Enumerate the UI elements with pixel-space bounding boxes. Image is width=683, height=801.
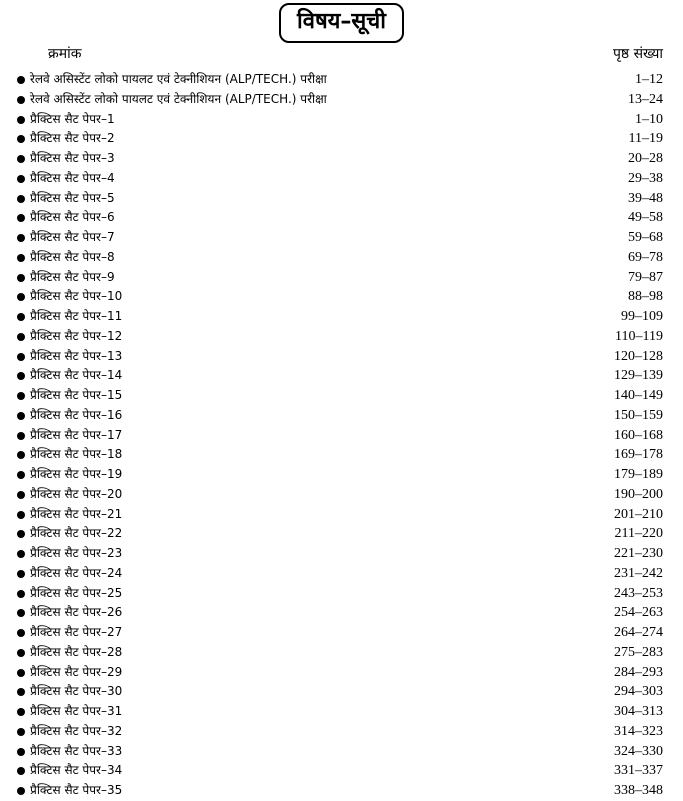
bullet-icon xyxy=(17,688,25,696)
toc-entry xyxy=(0,603,683,623)
toc-entry xyxy=(0,663,683,683)
toc-entry xyxy=(0,386,683,406)
toc-entry-title: प्रैक्टिस सैट पेपर–8 xyxy=(30,249,115,264)
bullet-icon xyxy=(17,708,25,716)
toc-entry-pages: 1–12 xyxy=(635,72,663,87)
toc-entry xyxy=(0,524,683,544)
toc-entry-title: प्रैक्टिस सैट पेपर–21 xyxy=(30,506,123,521)
toc-entry-pages: 190–200 xyxy=(614,486,663,502)
bullet-icon xyxy=(17,254,25,262)
toc-entry-pages: 179–189 xyxy=(614,467,663,482)
bullet-icon xyxy=(17,412,25,420)
bullet-icon xyxy=(17,491,25,499)
toc-entry-title: प्रैक्टिस सैट पेपर–5 xyxy=(30,190,115,205)
toc-entry-pages: 1–10 xyxy=(635,111,663,127)
toc-entry-title: प्रैक्टिस सैट पेपर–32 xyxy=(30,723,123,738)
toc-entry-title: प्रैक्टिस सैट पेपर–2 xyxy=(30,131,115,146)
title-container xyxy=(0,3,683,43)
bullet-icon xyxy=(17,451,25,459)
toc-entry xyxy=(0,781,683,801)
toc-entry xyxy=(0,742,683,762)
toc-entry-pages: 221–230 xyxy=(614,546,663,561)
toc-entry-title: प्रैक्टिस सैट पेपर–25 xyxy=(30,585,123,600)
toc-entry-pages: 201–210 xyxy=(614,506,663,522)
toc-entry xyxy=(0,228,683,248)
toc-entry-pages: 324–330 xyxy=(614,743,663,759)
toc-entry-title: प्रैक्टिस सैट पेपर–27 xyxy=(30,625,123,639)
toc-entry-pages: 294–303 xyxy=(614,684,663,700)
toc-entry-title: प्रैक्टिस सैट पेपर–22 xyxy=(30,526,123,541)
toc-entry-title: प्रैक्टिस सैट पेपर–1 xyxy=(30,111,115,126)
toc-entry xyxy=(0,327,683,347)
bullet-icon xyxy=(17,175,25,183)
toc-entry-title: प्रैक्टिस सैट पेपर–24 xyxy=(30,565,123,580)
bullet-icon xyxy=(17,372,25,380)
toc-entry xyxy=(0,129,683,149)
toc-entry xyxy=(0,564,683,584)
toc-entry-pages: 88–98 xyxy=(628,289,663,305)
bullet-icon xyxy=(17,471,25,479)
bullet-icon xyxy=(17,550,25,558)
toc-entry-pages: 69–78 xyxy=(628,249,663,265)
toc-entry-title: प्रैक्टिस सैट पेपर–14 xyxy=(30,368,123,383)
toc-entry-title: प्रैक्टिस सैट पेपर–29 xyxy=(30,664,123,679)
toc-entry-pages: 284–293 xyxy=(614,664,663,680)
toc-entry-title: प्रैक्टिस सैट पेपर–33 xyxy=(30,743,123,758)
toc-entry-title: प्रैक्टिस सैट पेपर–18 xyxy=(30,447,123,462)
toc-entry-title: प्रैक्टिस सैट पेपर–26 xyxy=(30,605,123,620)
bullet-icon xyxy=(17,76,25,84)
toc-entry xyxy=(0,623,683,643)
toc-entry xyxy=(0,702,683,722)
toc-entry xyxy=(0,110,683,130)
toc-entry xyxy=(0,248,683,268)
toc-entry-pages: 275–283 xyxy=(614,644,663,660)
toc-entry-title: प्रैक्टिस सैट पेपर–3 xyxy=(30,151,115,165)
bullet-icon xyxy=(17,609,25,617)
bullet-icon xyxy=(17,511,25,519)
toc-entry-title: प्रैक्टिस सैट पेपर–31 xyxy=(30,704,123,718)
toc-entry xyxy=(0,406,683,426)
toc-entry-pages: 304–313 xyxy=(614,704,663,719)
toc-entry xyxy=(0,465,683,485)
toc-entry xyxy=(0,70,683,90)
toc-entry-title: रेलवे असिस्टेंट लोको पायलट एवं टेक्नीशियन (ALP/TECH.) परीक्षा xyxy=(30,72,327,86)
toc-entry-pages: 129–139 xyxy=(614,368,663,384)
toc-entry-pages: 79–87 xyxy=(628,269,663,285)
bullet-icon xyxy=(17,767,25,775)
toc-entry-title: प्रैक्टिस सैट पेपर–15 xyxy=(30,388,123,402)
toc-entry xyxy=(0,544,683,564)
toc-entry-pages: 331–337 xyxy=(614,763,663,779)
bullet-icon xyxy=(17,333,25,341)
toc-entry-title: प्रैक्टिस सैट पेपर–30 xyxy=(30,684,123,699)
toc-entry xyxy=(0,366,683,386)
toc-entry-title: प्रैक्टिस सैट पेपर–23 xyxy=(30,546,123,560)
toc-entry-pages: 338–348 xyxy=(614,783,663,798)
toc-entry-pages: 169–178 xyxy=(614,447,663,463)
bullet-icon xyxy=(17,274,25,282)
toc-entry xyxy=(0,149,683,169)
bullet-icon xyxy=(17,629,25,637)
toc-entry-title: प्रैक्टिस सैट पेपर–11 xyxy=(30,309,123,323)
toc-entry xyxy=(0,682,683,702)
toc-header xyxy=(0,44,683,64)
toc-entry-pages: 39–48 xyxy=(628,190,663,206)
bullet-icon xyxy=(17,353,25,361)
toc-entry-title: प्रैक्टिस सैट पेपर–7 xyxy=(30,230,115,244)
toc-entry xyxy=(0,722,683,742)
toc-entry-pages: 211–220 xyxy=(614,526,663,542)
bullet-icon xyxy=(17,155,25,163)
bullet-icon xyxy=(17,234,25,242)
bullet-icon xyxy=(17,787,25,795)
bullet-icon xyxy=(17,590,25,598)
toc-entry-pages: 254–263 xyxy=(614,605,663,621)
toc-entry-title: प्रैक्टिस सैट पेपर–19 xyxy=(30,467,123,481)
toc-entry xyxy=(0,643,683,663)
toc-entry-pages: 314–323 xyxy=(614,723,663,739)
bullet-icon xyxy=(17,214,25,222)
toc-entry-pages: 20–28 xyxy=(628,151,663,166)
toc-entry xyxy=(0,505,683,525)
toc-entry xyxy=(0,90,683,110)
bullet-icon xyxy=(17,748,25,756)
toc-entry-title: प्रैक्टिस सैट पेपर–34 xyxy=(30,763,123,778)
toc-entry-pages: 243–253 xyxy=(614,585,663,601)
toc-entry xyxy=(0,347,683,367)
toc-list xyxy=(0,70,683,801)
toc-entry-pages: 160–168 xyxy=(614,427,663,443)
toc-entry-pages: 49–58 xyxy=(628,210,663,226)
toc-entry-title: प्रैक्टिस सैट पेपर–16 xyxy=(30,407,123,422)
toc-entry xyxy=(0,426,683,446)
toc-entry xyxy=(0,584,683,604)
bullet-icon xyxy=(17,530,25,538)
toc-entry-title: प्रैक्टिस सैट पेपर–28 xyxy=(30,644,123,659)
toc-entry xyxy=(0,208,683,228)
toc-entry xyxy=(0,485,683,505)
toc-entry-title: प्रैक्टिस सैट पेपर–13 xyxy=(30,348,123,363)
toc-entry-title: प्रैक्टिस सैट पेपर–9 xyxy=(30,269,115,284)
toc-entry-pages: 110–119 xyxy=(615,328,663,344)
toc-entry-title: प्रैक्टिस सैट पेपर–20 xyxy=(30,486,123,501)
toc-entry-title: प्रैक्टिस सैट पेपर–35 xyxy=(30,783,123,797)
toc-entry-pages: 231–242 xyxy=(614,565,663,581)
bullet-icon xyxy=(17,570,25,578)
toc-entry-title: रेलवे असिस्टेंट लोको पायलट एवं टेक्नीशियन (ALP/TECH.) परीक्षा xyxy=(30,91,327,106)
bullet-icon xyxy=(17,649,25,657)
page-column-header: पृष्ठ संख्या xyxy=(612,46,663,62)
toc-entry-pages: 264–274 xyxy=(614,625,663,640)
toc-entry xyxy=(0,445,683,465)
bullet-icon xyxy=(17,293,25,301)
toc-entry-pages: 120–128 xyxy=(614,348,663,364)
serial-column-header: क्रमांक xyxy=(48,46,82,62)
bullet-icon xyxy=(17,392,25,400)
bullet-icon xyxy=(17,195,25,203)
toc-entry xyxy=(0,189,683,209)
bullet-icon xyxy=(17,96,25,104)
bullet-icon xyxy=(17,135,25,143)
toc-entry-pages: 29–38 xyxy=(628,170,663,186)
toc-entry xyxy=(0,761,683,781)
toc-entry-pages: 59–68 xyxy=(628,230,663,245)
toc-entry-title: प्रैक्टिस सैट पेपर–6 xyxy=(30,210,115,225)
toc-entry-title: प्रैक्टिस सैट पेपर–4 xyxy=(30,170,115,185)
toc-entry-pages: 13–24 xyxy=(628,91,663,107)
toc-entry xyxy=(0,307,683,327)
toc-entry-pages: 11–19 xyxy=(628,131,663,147)
toc-entry xyxy=(0,287,683,307)
bullet-icon xyxy=(17,116,25,124)
bullet-icon xyxy=(17,669,25,677)
bullet-icon xyxy=(17,313,25,321)
toc-entry-pages: 140–149 xyxy=(614,388,663,403)
toc-entry xyxy=(0,268,683,288)
toc-entry-pages: 150–159 xyxy=(614,407,663,423)
toc-entry-title: प्रैक्टिस सैट पेपर–12 xyxy=(30,328,123,343)
page-title: विषय–सूची xyxy=(279,3,404,43)
toc-entry-title: प्रैक्टिस सैट पेपर–10 xyxy=(30,289,123,304)
bullet-icon xyxy=(17,728,25,736)
toc-entry xyxy=(0,169,683,189)
bullet-icon xyxy=(17,432,25,440)
toc-entry-title: प्रैक्टिस सैट पेपर–17 xyxy=(30,427,123,442)
toc-entry-pages: 99–109 xyxy=(621,309,663,324)
